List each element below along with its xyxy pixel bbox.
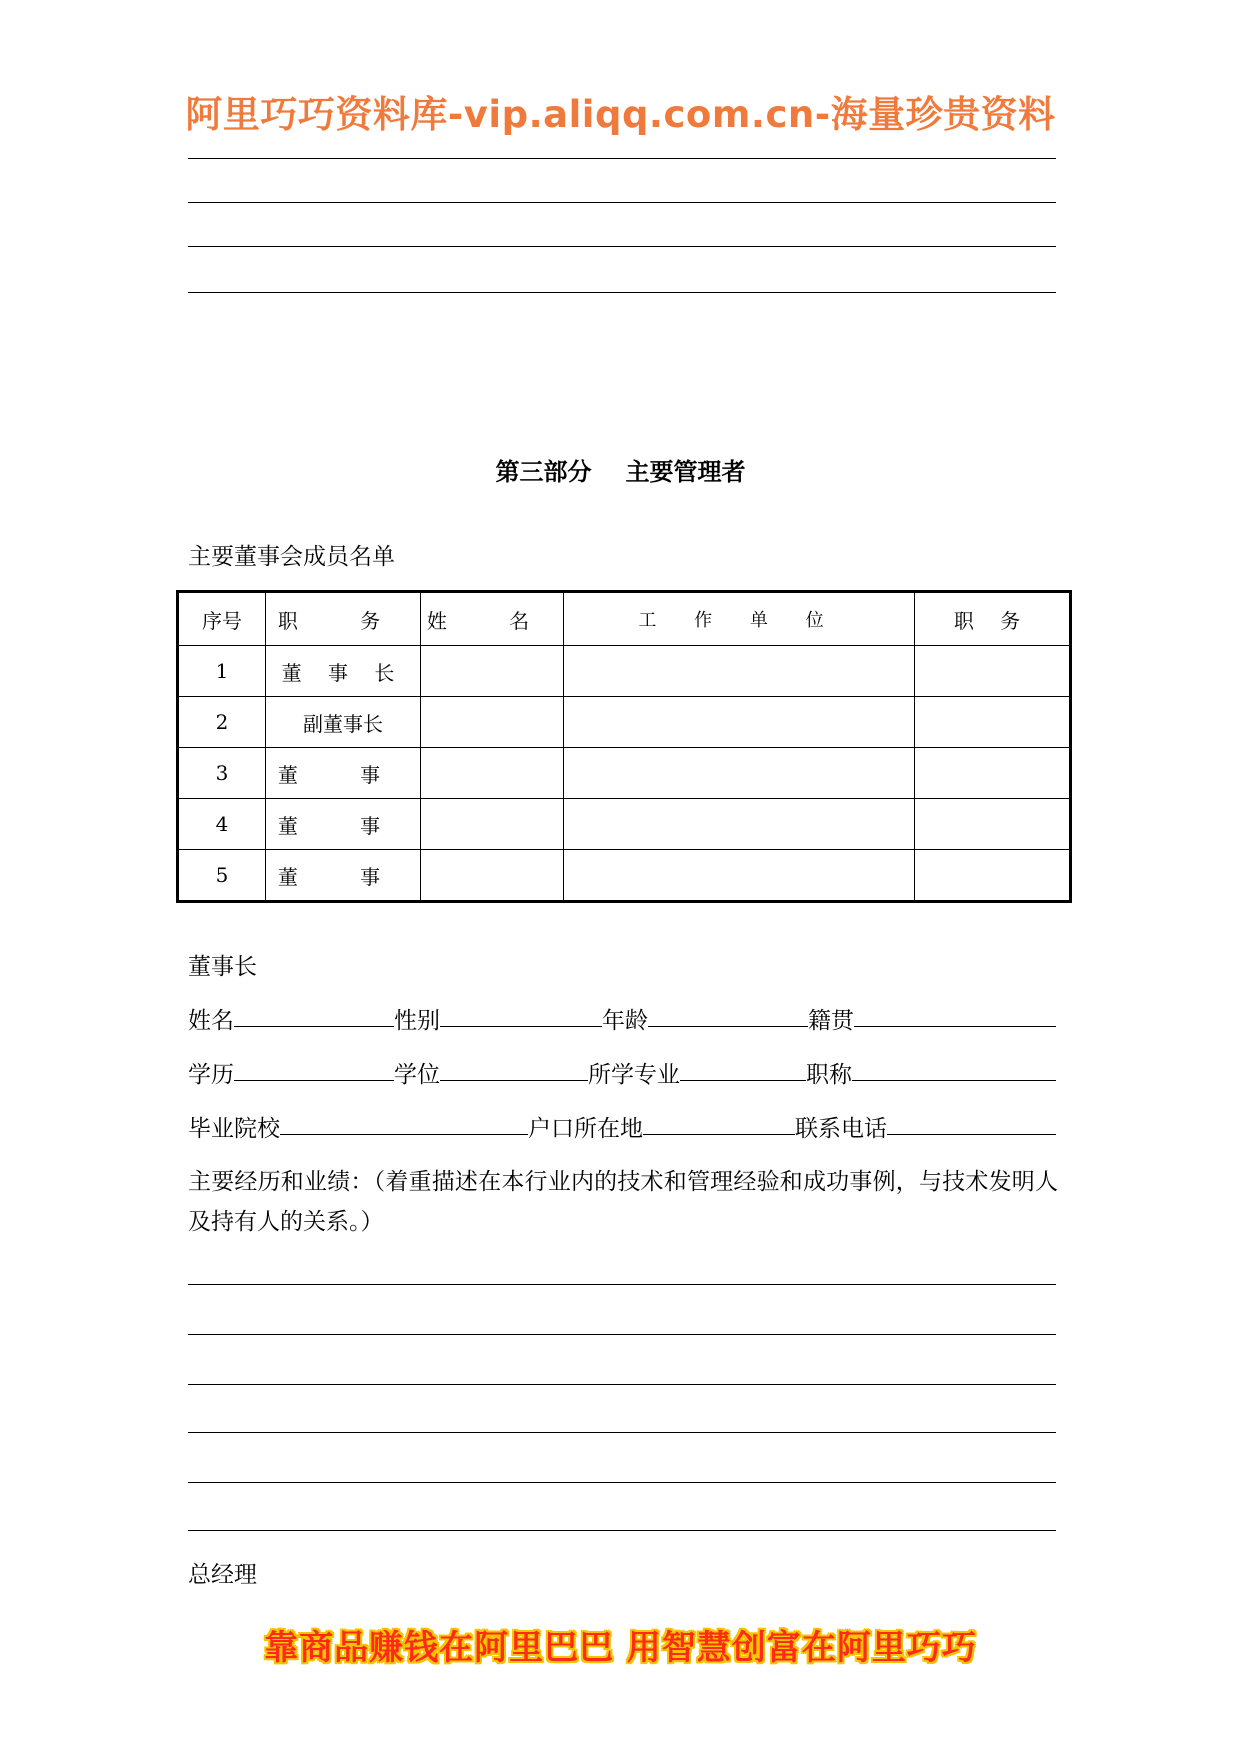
field-label-major: 所学专业 [588,1062,680,1088]
blank-line[interactable] [188,1384,1056,1385]
field-age-blank[interactable] [648,1002,808,1027]
field-name-blank[interactable] [234,1002,394,1027]
field-label-hukou: 户口所在地 [528,1116,643,1142]
blank-line[interactable] [188,1530,1056,1531]
cell-position: 董 事 长 [266,646,421,697]
field-school-blank[interactable] [280,1110,528,1135]
field-degree-blank[interactable] [440,1056,588,1081]
field-label-education: 学历 [188,1062,234,1088]
cell-name[interactable] [421,850,564,902]
cell-title[interactable] [915,646,1071,697]
cell-unit[interactable] [564,850,915,902]
field-phone-blank[interactable] [887,1110,1056,1135]
field-label-professional-title: 职称 [806,1062,852,1088]
table-row [178,799,1071,850]
footer-banner: 靠商品赚钱在阿里巴巴 用智慧创富在阿里巧巧 [264,1628,977,1668]
blank-line [188,202,1056,203]
board-caption: 主要董事会成员名单 [188,544,395,570]
blank-line [188,292,1056,293]
field-label-degree: 学位 [394,1062,440,1088]
header-banner: 阿里巧巧资料库-vip.aliqq.com.cn-海量珍贵资料 [185,93,1056,136]
field-gender-blank[interactable] [440,1002,602,1027]
cell-name[interactable] [421,748,564,799]
field-education-blank[interactable] [234,1056,394,1081]
gm-heading: 总经理 [188,1562,257,1588]
blank-line[interactable] [188,1482,1056,1483]
col-header-unit: 工 作 单 位 [564,592,915,646]
cell-no: 4 [178,799,266,850]
section-title [0,452,1241,487]
experience-prompt: 主要经历和业绩：（着重描述在本行业内的技术和管理经验和成功事例，与技术发明人及持有人的关系。） [188,1169,1058,1235]
table-header-row [178,592,1071,646]
cell-title[interactable] [915,748,1071,799]
blank-line [188,246,1056,247]
field-label-gender: 性别 [394,1008,440,1034]
cell-title[interactable] [915,799,1071,850]
chairman-heading: 董事长 [188,954,257,980]
board-members-table [176,590,1072,903]
cell-position: 董 事 [266,850,421,902]
cell-name[interactable] [421,646,564,697]
blank-line[interactable] [188,1284,1056,1285]
section-main-label: 主要管理者 [625,458,746,486]
field-hukou-blank[interactable] [643,1110,795,1135]
cell-unit[interactable] [564,697,915,748]
cell-unit[interactable] [564,799,915,850]
table-row [178,697,1071,748]
blank-line[interactable] [188,1334,1056,1335]
cell-unit[interactable] [564,646,915,697]
col-header-name: 姓 名 [421,592,564,646]
cell-title[interactable] [915,850,1071,902]
table-row [178,646,1071,697]
field-origin-blank[interactable] [854,1002,1056,1027]
cell-no: 2 [178,697,266,748]
field-label-phone: 联系电话 [795,1116,887,1142]
chairman-fields-row-3 [188,1110,1056,1143]
table-row [178,850,1071,902]
field-label-name: 姓名 [188,1008,234,1034]
field-professional-title-blank[interactable] [852,1056,1056,1081]
cell-name[interactable] [421,799,564,850]
cell-no: 3 [178,748,266,799]
blank-line [188,158,1056,159]
chairman-fields-row-1 [188,1002,1056,1035]
cell-name[interactable] [421,697,564,748]
cell-no: 5 [178,850,266,902]
blank-line[interactable] [188,1432,1056,1433]
field-major-blank[interactable] [680,1056,806,1081]
col-header-position: 职 务 [266,592,421,646]
col-header-title: 职 务 [915,592,1071,646]
section-part-label: 第三部分 [495,458,592,486]
table-row [178,748,1071,799]
cell-position: 董 事 [266,748,421,799]
col-header-no: 序号 [178,592,266,646]
cell-title[interactable] [915,697,1071,748]
cell-position: 副董事长 [266,697,421,748]
cell-no: 1 [178,646,266,697]
chairman-fields-row-2 [188,1056,1056,1089]
cell-position: 董 事 [266,799,421,850]
field-label-school: 毕业院校 [188,1116,280,1142]
cell-unit[interactable] [564,748,915,799]
field-label-age: 年龄 [602,1008,648,1034]
field-label-origin: 籍贯 [808,1008,854,1034]
